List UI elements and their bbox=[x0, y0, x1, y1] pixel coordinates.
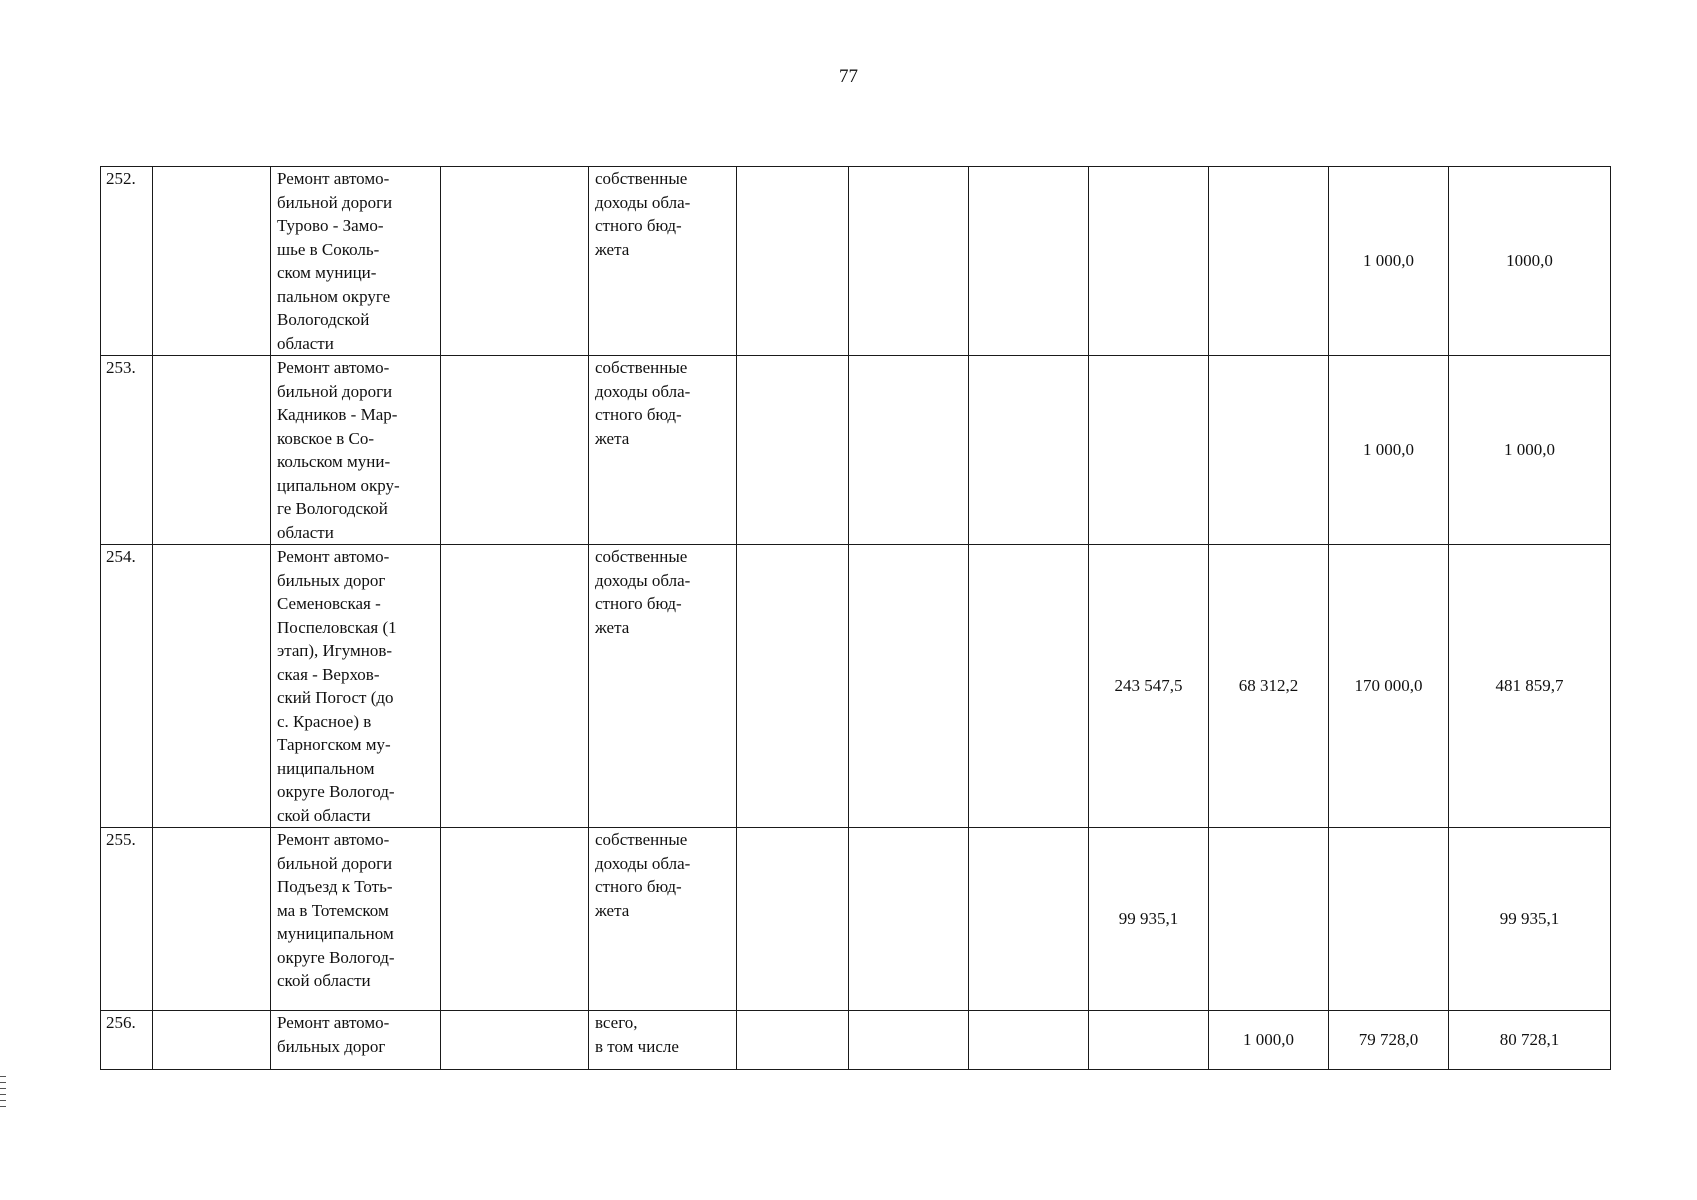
value-cell: 99 935,1 bbox=[1089, 828, 1209, 1011]
object-name: Ремонт автомо- бильных дорог bbox=[271, 1011, 441, 1070]
empty-cell bbox=[153, 1011, 271, 1070]
empty-cell bbox=[153, 545, 271, 828]
empty-cell bbox=[441, 828, 589, 1011]
row-index: 253. bbox=[101, 356, 153, 545]
value-cell bbox=[969, 828, 1089, 1011]
total-cell: 99 935,1 bbox=[1449, 828, 1611, 1011]
empty-cell bbox=[441, 167, 589, 356]
page-number: 77 bbox=[839, 66, 858, 87]
empty-cell bbox=[737, 828, 849, 1011]
empty-cell bbox=[441, 1011, 589, 1070]
value-cell bbox=[1209, 167, 1329, 356]
object-name: Ремонт автомо- бильных дорог Семеновская - Поспеловская (1 этап), Игумнов- ская - Верхов- ский Погост (до с. Красное) в Тарногском му- ниципальном округе Вологод- ской области bbox=[271, 545, 441, 828]
value-cell: 243 547,5 bbox=[1089, 545, 1209, 828]
funding-source: собственные доходы обла- стного бюд- жета bbox=[589, 356, 737, 545]
funding-source: собственные доходы обла- стного бюд- жета bbox=[589, 167, 737, 356]
total-cell: 80 728,1 bbox=[1449, 1011, 1611, 1070]
row-index: 255. bbox=[101, 828, 153, 1011]
table-row bbox=[101, 1011, 1611, 1070]
value-cell: 1 000,0 bbox=[1329, 167, 1449, 356]
table-row bbox=[101, 356, 1611, 545]
value-cell: 79 728,0 bbox=[1329, 1011, 1449, 1070]
empty-cell bbox=[737, 167, 849, 356]
table-row bbox=[101, 167, 1611, 356]
row-index: 256. bbox=[101, 1011, 153, 1070]
empty-cell bbox=[737, 1011, 849, 1070]
scan-edge-marks bbox=[0, 1076, 6, 1112]
table-row bbox=[101, 545, 1611, 828]
total-cell: 1 000,0 bbox=[1449, 356, 1611, 545]
funding-source: собственные доходы обла- стного бюд- жета bbox=[589, 545, 737, 828]
empty-cell bbox=[441, 545, 589, 828]
empty-cell bbox=[849, 356, 969, 545]
value-cell bbox=[969, 356, 1089, 545]
value-cell bbox=[1089, 356, 1209, 545]
empty-cell bbox=[737, 545, 849, 828]
empty-cell bbox=[153, 828, 271, 1011]
empty-cell bbox=[849, 545, 969, 828]
object-name: Ремонт автомо- бильной дороги Турово - Замо- шье в Соколь- ском муници- пальном округе Вологодской области bbox=[271, 167, 441, 356]
total-cell: 1000,0 bbox=[1449, 167, 1611, 356]
budget-table bbox=[100, 166, 1611, 1070]
value-cell bbox=[969, 1011, 1089, 1070]
total-cell: 481 859,7 bbox=[1449, 545, 1611, 828]
empty-cell bbox=[849, 167, 969, 356]
value-cell bbox=[1329, 828, 1449, 1011]
empty-cell bbox=[849, 1011, 969, 1070]
table-row bbox=[101, 828, 1611, 1011]
value-cell: 1 000,0 bbox=[1329, 356, 1449, 545]
empty-cell bbox=[153, 356, 271, 545]
value-cell bbox=[1209, 828, 1329, 1011]
funding-source: собственные доходы обла- стного бюд- жета bbox=[589, 828, 737, 1011]
value-cell bbox=[1089, 167, 1209, 356]
empty-cell bbox=[737, 356, 849, 545]
funding-source: всего, в том числе bbox=[589, 1011, 737, 1070]
empty-cell bbox=[849, 828, 969, 1011]
value-cell: 68 312,2 bbox=[1209, 545, 1329, 828]
object-name: Ремонт автомо- бильной дороги Подъезд к Тоть- ма в Тотемском муниципальном округе Вологод- ской области bbox=[271, 828, 441, 1011]
value-cell bbox=[969, 167, 1089, 356]
object-name: Ремонт автомо- бильной дороги Кадников - Мар- ковское в Со- кольском муни- ципальном окру- ге Вологодской области bbox=[271, 356, 441, 545]
value-cell bbox=[1209, 356, 1329, 545]
value-cell: 170 000,0 bbox=[1329, 545, 1449, 828]
value-cell bbox=[969, 545, 1089, 828]
row-index: 252. bbox=[101, 167, 153, 356]
row-index: 254. bbox=[101, 545, 153, 828]
value-cell: 1 000,0 bbox=[1209, 1011, 1329, 1070]
empty-cell bbox=[441, 356, 589, 545]
empty-cell bbox=[153, 167, 271, 356]
value-cell bbox=[1089, 1011, 1209, 1070]
